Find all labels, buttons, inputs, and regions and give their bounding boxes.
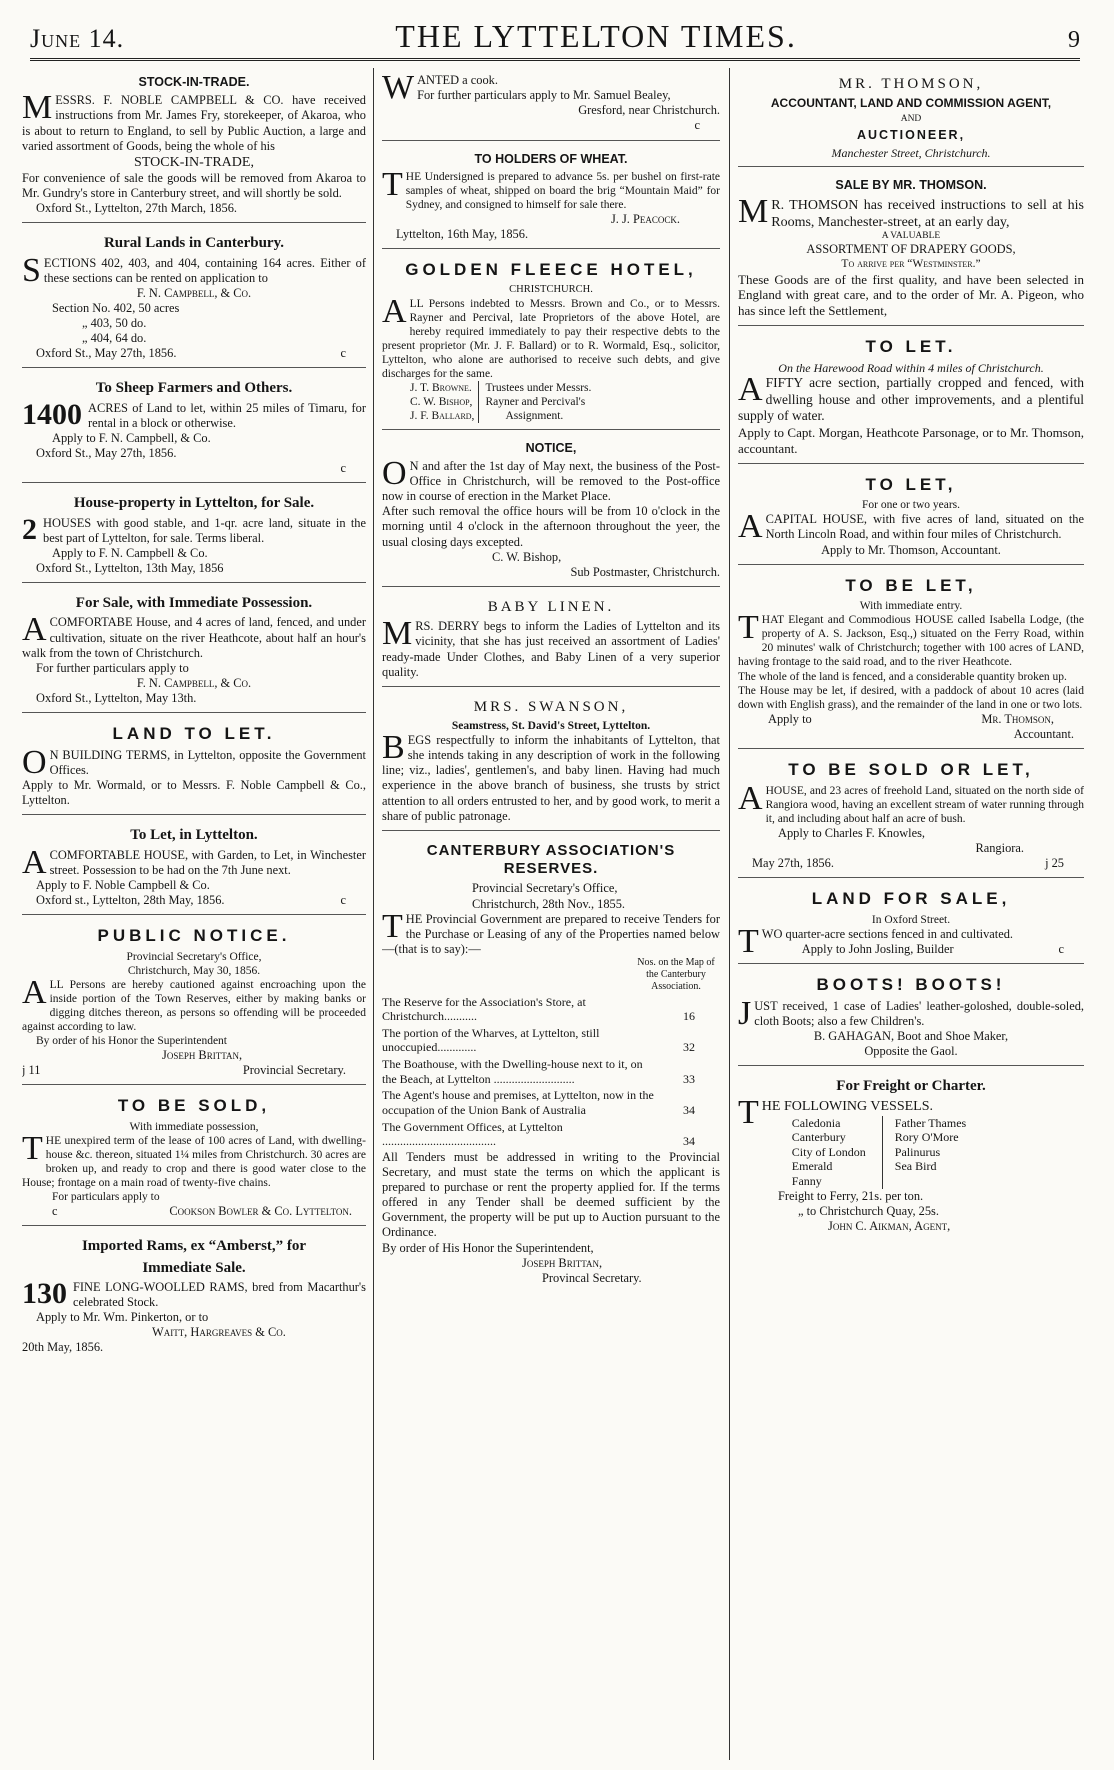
ad-sale-by-thomson <box>738 173 1084 326</box>
row-number: 34 <box>683 1134 695 1149</box>
ad-boots <box>738 970 1084 1066</box>
ad-body: For convenience of sale the goods will be removed from Akaroa to Mr. Gundry's store in Canterbury street, and will shortly be sold. <box>22 170 366 200</box>
drop-cap: B <box>382 729 405 767</box>
column-3 <box>738 70 1084 1760</box>
ad-heading: TO HOLDERS OF WHEAT. <box>474 151 628 166</box>
ad-heading: For Sale, with Immediate Possession. <box>75 595 313 612</box>
ad-subheading: Provincial Secretary's Office, <box>472 881 618 896</box>
ad-mark: j 25 <box>1045 855 1064 870</box>
ad-mark: c <box>1058 941 1064 956</box>
row-label: The Agent's house and premises, at Lyttelton, now in the occupation of the Union Bank of Australia <box>382 1088 654 1117</box>
freight-rate: Freight to Ferry, 21s. per ton. <box>778 1188 924 1203</box>
ad-role: Accountant. <box>1013 726 1074 741</box>
ad-sheep-farmers <box>22 374 366 483</box>
ad-golden-fleece-hotel <box>382 255 720 430</box>
ad-role: Provincal Secretary. <box>542 1270 642 1285</box>
ad-body: HE Provincial Government are prepared to receive Tenders for the Purchase or Leasing of any of the Properties named below—(that is to say):— <box>382 911 720 956</box>
ad-body: COMFORTABLE HOUSE, with Garden, to Let, in Winchester street. Possession to be had on the 7th June next. <box>49 847 366 877</box>
ad-body: N and after the 1st day of May next, the business of the Post-Office in Christchurch, will be removed to the Post-office now in course of erection in the Market Place. <box>382 458 720 504</box>
ad-date: Oxford St., May 27th, 1856. <box>36 446 177 461</box>
ad-agent: Cookson Bowler & Co. Lyttelton. <box>169 1204 352 1219</box>
ad-agent: F. N. Campbell, & Co. <box>136 285 252 300</box>
ad-body: CAPITAL HOUSE, with five acres of land, situated on the North Lincoln Road, and within four miles of Christchurch. <box>765 512 1084 542</box>
ad-heading: Rural Lands in Canterbury. <box>103 235 285 252</box>
ad-mark: c <box>694 118 700 133</box>
ad-baby-linen <box>382 593 720 687</box>
ad-heading: TO LET, <box>865 474 957 494</box>
ad-signature: C. W. Bishop, <box>492 549 562 564</box>
ad-order: By order of his Honor the Superintendent <box>36 1035 227 1047</box>
ad-subheading: To arrive per “Westminster.” <box>841 258 981 271</box>
ad-agent: Mr. Thomson, <box>981 711 1054 726</box>
drop-cap: A <box>22 843 47 881</box>
ad-wanted-cook <box>382 70 720 141</box>
ad-heading: TO BE SOLD, <box>117 1096 271 1116</box>
ad-body: For particulars apply to <box>52 1191 160 1204</box>
drop-cap: T <box>382 907 403 945</box>
page-number: 9 <box>1067 27 1080 53</box>
ad-subheading: CHRISTCHURCH. <box>509 283 593 295</box>
ad-body: ACRES of Land to let, within 25 miles of Timaru, for rental in a block or otherwise. <box>88 400 366 430</box>
vessel-name: Rory O'More <box>894 1130 959 1145</box>
trustee-name: J. T. Browne. <box>410 381 472 394</box>
ad-role: Provincial Secretary. <box>242 1063 346 1078</box>
ad-signature: Joseph Brittan, <box>522 1255 603 1270</box>
ad-body: After such removal the office hours will be from 10 o'clock in the morning until 4 o'clock in the afternoon throughout the yeer, the usual closing days excepted. <box>382 504 720 549</box>
ad-apply: Apply to <box>768 711 812 726</box>
vessel-name: Palinurus <box>894 1144 941 1159</box>
row-label: The portion of the Wharves, at Lyttelton, still unoccupied............. <box>382 1025 600 1055</box>
ad-subheading: AUCTIONEER, <box>856 127 966 142</box>
ad-rural-lands <box>22 229 366 368</box>
big-number: 1400 <box>22 397 82 431</box>
ad-body: These Goods are of the first quality, and have been selected in England with great care, and to the order of Mr. A. Pigeon, who has since left the Settlement, <box>738 271 1084 319</box>
ad-date: 20th May, 1856. <box>22 1340 104 1355</box>
ad-subheading: ASSORTMENT OF DRAPERY GOODS, <box>806 242 1016 257</box>
ad-holders-of-wheat <box>382 147 720 250</box>
ad-heading: PUBLIC NOTICE. <box>97 926 291 946</box>
drop-cap: A <box>22 973 47 1011</box>
drop-cap: A <box>382 292 407 330</box>
drop-cap: A <box>738 508 763 546</box>
ad-subheading: ACCOUNTANT, LAND AND COMMISSION AGENT, <box>770 96 1052 111</box>
column-1 <box>22 70 366 1760</box>
trustee-note: Rayner and Percival's <box>485 395 586 408</box>
ad-for-sale-possession <box>22 589 366 713</box>
ad-body: ESSRS. F. NOBLE CAMPBELL & CO. have received instructions from Mr. James Fry, storekeeper, of Akaroa, who is about to return to England, to sell by Public Auction, a large and varied assortment of Goods, being the whole of his <box>22 93 366 153</box>
drop-cap: M <box>382 615 413 653</box>
ad-heading: For Freight or Charter. <box>836 1078 986 1095</box>
row-number: 32 <box>683 1040 695 1055</box>
vessel-name: Caledonia <box>791 1115 841 1130</box>
trustee-note: Trustees under Messrs. <box>485 381 592 394</box>
big-number: 2 <box>22 512 37 546</box>
ad-signature: J. J. Peacock. <box>610 211 680 226</box>
ad-mr-thomson <box>738 70 1084 167</box>
row-label: The Government Offices, at Lyttelton ...................................... <box>382 1119 563 1149</box>
ad-place: Opposite the Gaol. <box>864 1044 958 1059</box>
row-label: The Reserve for the Association's Store, at Christchurch........... <box>382 994 586 1024</box>
ad-heading: LAND FOR SALE, <box>811 888 1011 908</box>
ad-place: Rangiora. <box>975 840 1024 855</box>
ad-subheading: For one or two years. <box>861 499 961 512</box>
ad-heading: To Let, in Lyttelton. <box>130 827 258 844</box>
ad-place: Gresford, near Christchurch. <box>578 103 720 118</box>
ad-body: UST received, 1 case of Ladies' leather-goloshed, double-soled, cloth Boots; also a few Children's. <box>754 998 1084 1028</box>
reserves-table <box>382 994 720 1150</box>
ad-body: ECTIONS 402, 403, and 404, containing 164 acres. Either of these sections can be rented on application to <box>43 255 366 285</box>
table-row <box>382 1025 720 1056</box>
ad-post-office-notice <box>382 436 720 587</box>
ad-subheading: In Oxford Street. <box>871 913 951 926</box>
ad-house-property <box>22 489 366 583</box>
vessel-name: Canterbury <box>791 1130 846 1145</box>
ad-body: HOUSE, and 23 acres of freehold Land, situated on the north side of Rangiora wood, having an excellent stream of water running through it, and including about half an acre of bush. <box>765 784 1084 825</box>
ad-imported-rams <box>22 1232 366 1361</box>
ad-body: For further particulars apply to Mr. Samuel Bealey, <box>417 88 671 103</box>
ad-mark: c <box>340 893 346 908</box>
drop-cap: A <box>738 371 763 409</box>
ad-subheading: Christchurch, 28th Nov., 1855. <box>472 896 626 911</box>
ad-heading: TO LET. <box>865 337 957 357</box>
ad-freight-charter <box>738 1072 1084 1240</box>
ad-date: Oxford St., Lyttelton, 13th May, 1856 <box>36 560 224 575</box>
drop-cap: O <box>22 743 47 781</box>
ad-body: R. THOMSON has received instructions to sell at his Rooms, Manchester-street, at an early day, <box>771 197 1084 230</box>
ad-body: FINE LONG-WOOLLED RAMS, bred from Macarthur's celebrated Stock. <box>73 1279 366 1309</box>
ad-apply: Apply to Mr. Thomson, Accountant. <box>821 542 1001 557</box>
ad-apply: Apply to F. N. Campbell & Co. <box>52 545 208 560</box>
ad-heading: House-property in Lyttelton, for Sale. <box>73 495 315 512</box>
ad-agent: John C. Aikman, Agent, <box>828 1218 951 1233</box>
ad-body: COMFORTABE House, and 4 acres of land, fenced, and under cultivation, situate on the river Heathcote, about half an hour's walk from the town of Christchurch. <box>22 615 366 660</box>
ad-heading: BABY LINEN. <box>487 598 615 615</box>
vessel-name: Emerald <box>791 1159 833 1174</box>
ad-to-let-lyttelton <box>22 821 366 915</box>
row-number: 34 <box>683 1102 695 1117</box>
row-label: The Boathouse, with the Dwelling-house next to it, on the Beach, at Lyttelton ........................... <box>382 1057 643 1086</box>
trustees-block <box>382 381 720 423</box>
ad-heading: LAND TO LET. <box>112 724 276 744</box>
ad-to-be-sold <box>22 1091 366 1226</box>
ad-heading: BOOTS! BOOTS! <box>816 974 1006 994</box>
ad-apply: Apply to F. N. Campbell, & Co. <box>52 430 211 445</box>
big-number: 130 <box>22 1276 67 1310</box>
ad-line: „ 404, 64 do. <box>82 331 147 346</box>
ad-date: Oxford St., Lyttelton, 27th March, 1856. <box>36 201 237 216</box>
ad-body: EGS respectfully to inform the inhabitants of Lyttelton, that she intends taking in any description of work in the following line; viz., ladies', gentlemen's, and baby linen. Having had much experience in the above branch of business, she trusts by strict attention to all orders entrusted to her, and by good work, to merit a share of public patronage. <box>382 733 720 823</box>
ad-line: Section No. 402, 50 acres <box>52 300 180 315</box>
table-row <box>382 994 720 1025</box>
drop-cap: W <box>382 70 415 106</box>
ad-body: The whole of the land is fenced, and a considerable quantity broken up. <box>738 670 1067 683</box>
masthead <box>30 18 1080 61</box>
ad-body: HE FOLLOWING VESSELS. <box>761 1099 934 1115</box>
ad-signature: Joseph Brittan, <box>162 1048 243 1063</box>
ad-public-notice <box>22 921 366 1085</box>
ad-body: LL Persons are hereby cautioned against encroaching upon the inside portion of the Town Reserves, either by making banks or digging ditches thereon, as persons so offending will be proceeded against according to law. <box>22 978 366 1033</box>
ad-mrs-swanson <box>382 693 720 831</box>
ad-heading: SALE BY MR. THOMSON. <box>835 178 987 193</box>
table-note: Nos. on the Map of the Canterbury Association. <box>637 957 715 993</box>
ad-apply: Apply to Capt. Morgan, Heathcote Parsonage, or to Mr. Thomson, accountant. <box>738 424 1084 456</box>
ad-heading: GOLDEN FLEECE HOTEL, <box>405 260 697 280</box>
ad-body: RS. DERRY begs to inform the Ladies of Lyttelton and its vicinity, that she has just received an assortment of Ladies' ready-made Under Clothes, and Baby Linen of a very superior quality. <box>382 619 720 679</box>
drop-cap: T <box>738 922 759 960</box>
ad-subheading: Seamstress, St. David's Street, Lyttelton. <box>451 720 651 733</box>
drop-cap: T <box>382 165 403 203</box>
ad-to-let-harewood <box>738 332 1084 463</box>
ad-subheading: Christchurch, May 30, 1856. <box>127 964 261 977</box>
ad-apply: Apply to Mr. Wm. Pinkerton, or to <box>36 1310 209 1325</box>
ad-body: HE Undersigned is prepared to advance 5s. per bushel on first-rate samples of wheat, shipped on board the brig “Mountain Maid” for Sydney, and consigned to himself for sale there. <box>405 170 720 211</box>
ad-heading: Imported Rams, ex “Amberst,” for <box>81 1238 307 1255</box>
ad-date: Lyttelton, 16th May, 1856. <box>396 226 529 241</box>
ad-body: ANTED a cook. <box>417 73 498 87</box>
ad-heading: To Sheep Farmers and Others. <box>95 380 293 397</box>
ad-heading: NOTICE, <box>525 440 577 455</box>
ad-body: HAT Elegant and Commodious HOUSE called Isabella Lodge, (the property of A. S. Jackson, Esq.,) situated on the Ferry Road, within 20 minutes' walk of Christchurch; together with 100 acres of LAND, having frontage to the said road, and to the river Heathcote. <box>738 614 1084 669</box>
table-row <box>382 1119 720 1150</box>
ad-subheading: STOCK-IN-TRADE, <box>134 154 254 170</box>
ad-body: For further particulars apply to <box>36 660 189 675</box>
ad-apply: Apply to Mr. Wormald, or to Messrs. F. Noble Campbell & Co., Lyttelton. <box>22 778 366 808</box>
column-2 <box>382 70 720 1760</box>
ad-body: HE unexpired term of the lease of 100 acres of Land, with dwelling-house &c. thereon, situated 1¼ miles from Christchurch. 30 acres are broken up, and ready to crop and there is good water close to the House; frontage on a main road of twenty-five chains. <box>22 1135 366 1190</box>
ad-apply: Apply to Charles F. Knowles, <box>778 825 925 840</box>
ad-mark: c <box>340 461 346 476</box>
ad-body: LL Persons indebted to Messrs. Brown and Co., or to Messrs. Rayner and Percival, late Proprietors of the above Hotel, are hereby required immediately to pay their respective debts to the present proprietor (Mr. J. F. Ballard) or to R. Wormald, Esq., solicitor, Lyttelton, who alone are authorised to receive such debts, and give discharges for the same. <box>382 297 720 380</box>
ad-place: Manchester Street, Christchurch. <box>831 145 991 160</box>
ad-subheading: AND <box>900 113 922 124</box>
issue-date: June 14. <box>30 24 125 53</box>
ad-subheading: With immediate entry. <box>859 600 963 613</box>
ad-stock-in-trade <box>22 70 366 223</box>
vessel-name: Sea Bird <box>894 1159 937 1174</box>
drop-cap: A <box>22 611 47 649</box>
ad-subheading: Provincial Secretary's Office, <box>126 950 262 963</box>
ad-heading: MRS. SWANSON, <box>473 698 629 715</box>
ad-agent: F. N. Campbell, & Co. <box>136 675 252 690</box>
ad-date: Oxford st., Lyttelton, 28th May, 1856. <box>36 893 225 908</box>
table-row <box>382 1056 720 1087</box>
ad-body: The House may be let, if desired, with a paddock of about 10 acres (laid down with English grass), and the remainder of the land in one or two lots. <box>738 684 1084 711</box>
ad-date: Oxford St., Lyttelton, May 13th. <box>36 691 197 706</box>
ad-land-to-let <box>22 719 366 815</box>
ad-body: N BUILDING TERMS, in Lyttelton, opposite the Government Offices. <box>49 747 366 777</box>
drop-cap: T <box>22 1130 43 1168</box>
drop-cap: M <box>738 192 769 230</box>
ad-body: HOUSES with good stable, and 1-qr. acre land, situate in the best part of Lyttelton, for sale. Terms liberal. <box>43 515 366 545</box>
drop-cap: A <box>738 779 763 817</box>
ad-subheading: With immediate possession, <box>129 1121 259 1133</box>
ad-to-let-capital-house <box>738 470 1084 565</box>
ad-line: „ 403, 50 do. <box>82 316 147 330</box>
column-divider <box>729 68 730 1760</box>
ad-apply: Apply to John Josling, Builder <box>801 941 954 956</box>
ad-order: By order of His Honor the Superintendent, <box>382 1240 594 1255</box>
ad-heading: MR. THOMSON, <box>838 76 984 92</box>
drop-cap: S <box>22 251 41 289</box>
ad-subheading: On the Harewood Road within 4 miles of Christchurch. <box>778 360 1044 375</box>
trustee-note: Assignment. <box>505 409 564 422</box>
ad-subheading: A VALUABLE <box>881 230 941 241</box>
ad-mark: c <box>52 1204 58 1219</box>
trustee-name: C. W. Bishop, <box>410 395 473 408</box>
ad-agent: Waitt, Hargreaves & Co. <box>152 1325 286 1340</box>
drop-cap: O <box>382 454 407 492</box>
ad-heading: TO BE SOLD OR LET, <box>788 759 1034 779</box>
ad-signature: B. GAHAGAN, Boot and Shoe Maker, <box>813 1028 1009 1043</box>
row-number: 33 <box>683 1071 695 1086</box>
ad-mark: c <box>340 346 346 361</box>
ad-apply: Apply to F. Noble Campbell & Co. <box>36 877 210 892</box>
drop-cap: T <box>738 1094 759 1132</box>
ad-role: Sub Postmaster, Christchurch. <box>570 564 720 579</box>
trustee-name: J. F. Ballard, <box>410 409 475 422</box>
table-row <box>382 1087 720 1118</box>
vessel-list <box>762 1116 1084 1189</box>
vessel-name: Fanny <box>791 1174 822 1189</box>
newspaper-title: THE LYTTELTON TIMES. <box>395 18 797 54</box>
ad-land-for-sale <box>738 884 1084 964</box>
ad-date: May 27th, 1856. <box>752 855 834 870</box>
ad-body: FIFTY acre section, partially cropped and fenced, with dwelling house and other improvements, and a plentiful supply of water. <box>738 375 1084 424</box>
vessel-name: City of London <box>791 1144 866 1159</box>
ad-body: All Tenders must be addressed in writing to the Provincial Secretary, and must state the terms on which the applicant is prepared to purchase or rent the property applied for. If the terms offered in any Tender shall be deemed sufficient by the Government, the property will be put up to Auction pursuant to the Ordinance. <box>382 1149 720 1240</box>
column-divider <box>373 68 374 1760</box>
drop-cap: J <box>738 994 752 1032</box>
freight-rate: „ to Christchurch Quay, 25s. <box>798 1203 939 1218</box>
ad-to-be-sold-or-let <box>738 755 1084 878</box>
drop-cap: M <box>22 89 53 127</box>
ad-date: Oxford St., May 27th, 1856. <box>36 346 177 361</box>
ad-mark: j 11 <box>22 1063 41 1078</box>
ad-heading: TO BE LET, <box>845 575 977 595</box>
ad-canterbury-reserves <box>382 837 720 1292</box>
drop-cap: T <box>738 609 759 647</box>
ad-heading: Immediate Sale. <box>142 1259 246 1276</box>
ad-to-be-let-isabella-lodge <box>738 571 1084 749</box>
ad-body: WO quarter-acre sections fenced in and cultivated. <box>761 926 1014 941</box>
row-number: 16 <box>683 1009 695 1024</box>
ad-heading: CANTERBURY ASSOCIATION'S RESERVES. <box>426 841 676 878</box>
ad-heading: STOCK-IN-TRADE. <box>138 75 250 89</box>
vessel-name: Father Thames <box>894 1115 967 1130</box>
